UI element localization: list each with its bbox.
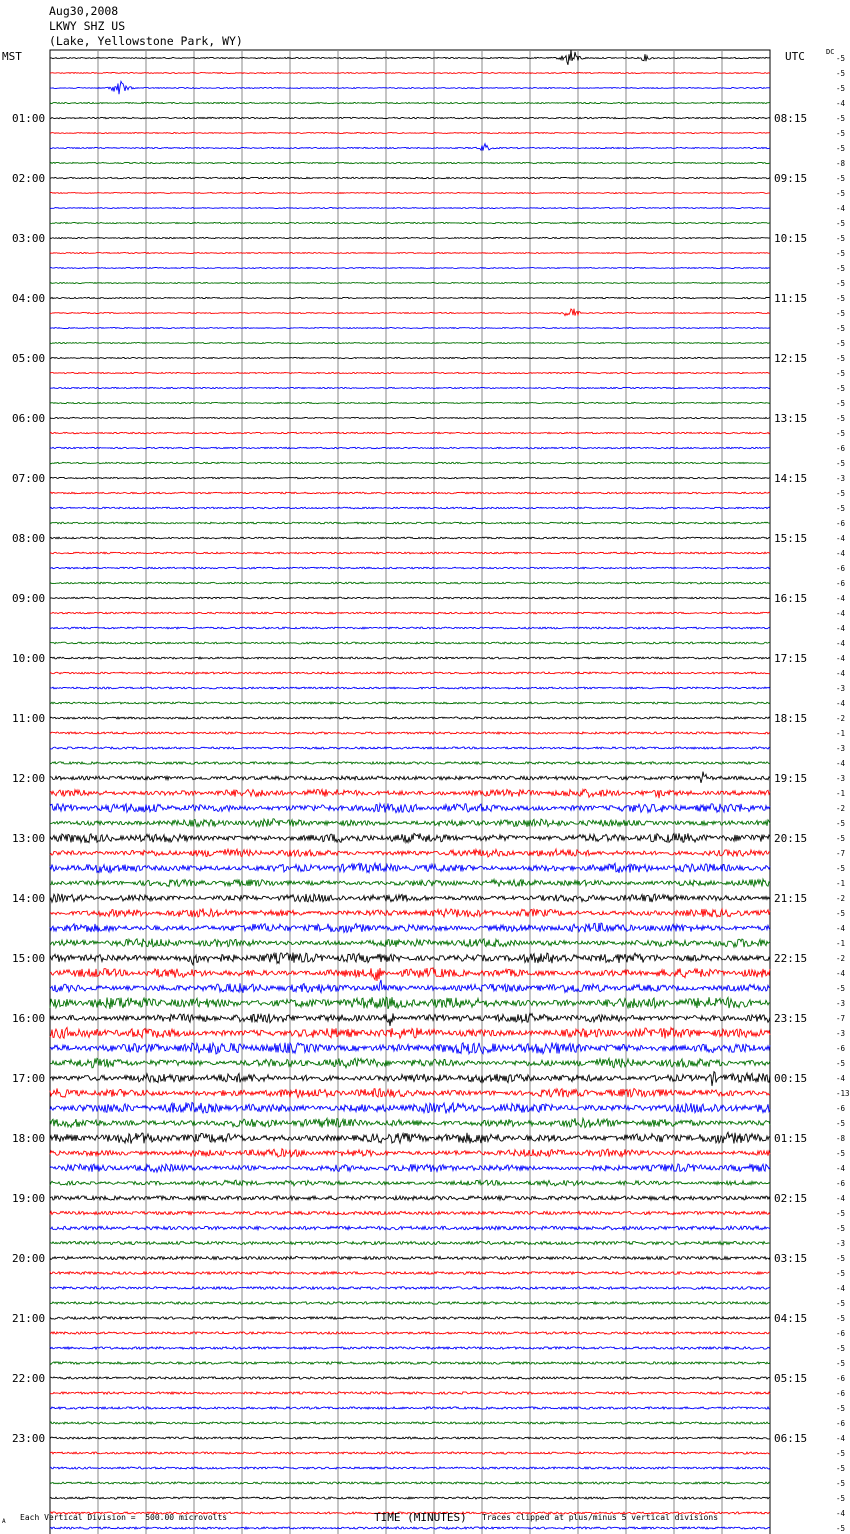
x-axis-title: TIME (MINUTES) — [374, 1511, 467, 1524]
trace-offset-label: -13 — [836, 1089, 850, 1098]
trace-offset-label: -5 — [836, 1224, 846, 1233]
left-hour-label: 03:00 — [12, 232, 46, 245]
trace-line — [50, 417, 770, 418]
trace-offset-label: -5 — [836, 1059, 846, 1068]
trace-offset-label: -2 — [836, 804, 846, 813]
trace-offset-label: -2 — [836, 714, 846, 723]
footer-clip-note: Traces clipped at plus/minus 5 vertical divisions — [482, 1513, 719, 1522]
trace-line — [50, 833, 770, 843]
right-hour-label: 17:15 — [774, 652, 808, 665]
trace-offset-label: -6 — [836, 1044, 846, 1053]
trace-offset-label: -3 — [836, 999, 846, 1008]
trace-offset-label: -5 — [836, 264, 846, 273]
right-hour-label: 00:15 — [774, 1072, 808, 1085]
trace-offset-label: -6 — [836, 1419, 846, 1428]
trace-offset-label: -5 — [836, 1449, 846, 1458]
trace-line — [50, 552, 770, 554]
trace-line — [50, 762, 770, 764]
left-hour-label: 21:00 — [12, 1312, 46, 1325]
trace-line — [50, 1527, 770, 1529]
trace-offset-label: -4 — [836, 1509, 846, 1518]
left-hour-label: 18:00 — [12, 1132, 46, 1145]
left-hour-label: 01:00 — [12, 112, 46, 125]
trace-offset-label: -8 — [836, 1134, 846, 1143]
trace-line — [50, 1180, 770, 1186]
trace-line — [50, 1241, 770, 1244]
trace-offset-label: -4 — [836, 969, 846, 978]
trace-line — [50, 879, 770, 887]
trace-line — [50, 50, 770, 65]
trace-line — [50, 133, 770, 134]
trace-offset-label: -3 — [836, 474, 846, 483]
trace-line — [50, 268, 770, 269]
header-station: LKWY SHZ US — [49, 19, 126, 33]
trace-offset-label: -4 — [836, 99, 846, 108]
trace-line — [50, 1482, 770, 1484]
trace-offset-label: -4 — [836, 1164, 846, 1173]
trace-offset-label: -3 — [836, 1239, 846, 1248]
trace-line — [50, 1392, 770, 1394]
trace-offset-label: -5 — [836, 309, 846, 318]
trace-line — [50, 642, 770, 644]
trace-line — [50, 177, 770, 178]
trace-line — [50, 1226, 770, 1230]
trace-offset-label: -5 — [836, 1149, 846, 1158]
trace-offset-label: -5 — [836, 249, 846, 258]
trace-line — [50, 909, 770, 918]
trace-line — [50, 1317, 770, 1319]
trace-offset-label: -5 — [836, 384, 846, 393]
trace-line — [50, 1287, 770, 1290]
trace-offset-label: -5 — [836, 504, 846, 513]
right-hour-label: 21:15 — [774, 892, 808, 905]
right-hour-label: 08:15 — [774, 112, 808, 125]
right-hour-label: 10:15 — [774, 232, 808, 245]
left-hour-label: 07:00 — [12, 472, 46, 485]
right-hour-label: 13:15 — [774, 412, 808, 425]
trace-offset-label: -5 — [836, 1299, 846, 1308]
left-hour-label: 04:00 — [12, 292, 46, 305]
right-timezone-label: UTC — [785, 50, 805, 63]
trace-offset-label: -5 — [836, 219, 846, 228]
trace-line — [50, 1043, 770, 1055]
trace-line — [50, 597, 770, 599]
trace-line — [50, 1437, 770, 1439]
trace-offset-label: -4 — [836, 609, 846, 618]
trace-line — [50, 1497, 770, 1499]
left-hour-label: 16:00 — [12, 1012, 46, 1025]
trace-line — [50, 1362, 770, 1364]
trace-line — [50, 1118, 770, 1127]
trace-offset-label: -5 — [836, 174, 846, 183]
trace-line — [50, 717, 770, 719]
trace-offset-label: -6 — [836, 519, 846, 528]
header-location: (Lake, Yellowstone Park, WY) — [49, 34, 243, 48]
trace-offset-label: -5 — [836, 489, 846, 498]
trace-line — [50, 923, 770, 932]
trace-line — [50, 1257, 770, 1260]
trace-offset-label: -5 — [836, 189, 846, 198]
left-hour-label: 13:00 — [12, 832, 46, 845]
trace-offset-label: -4 — [836, 654, 846, 663]
trace-line — [50, 1467, 770, 1469]
trace-line — [50, 237, 770, 238]
trace-line — [50, 1452, 770, 1454]
traces — [50, 50, 770, 1534]
trace-offset-label: -4 — [836, 549, 846, 558]
trace-offset-label: -5 — [836, 84, 846, 93]
left-hour-label: 12:00 — [12, 772, 46, 785]
trace-line — [50, 1088, 770, 1097]
left-hour-label: 05:00 — [12, 352, 46, 365]
trace-offset-label: -3 — [836, 684, 846, 693]
trace-offset-label: -5 — [836, 1209, 846, 1218]
trace-line — [50, 492, 770, 494]
trace-line — [50, 309, 770, 316]
trace-line — [50, 193, 770, 194]
trace-line — [50, 687, 770, 689]
right-hour-label: 16:15 — [774, 592, 808, 605]
trace-offset-label: -5 — [836, 1524, 846, 1533]
trace-offset-label: -5 — [836, 324, 846, 333]
trace-line — [50, 208, 770, 209]
trace-line — [50, 1302, 770, 1304]
trace-line — [50, 997, 770, 1009]
trace-offset-label: -4 — [836, 624, 846, 633]
trace-offset-label: -7 — [836, 849, 846, 858]
trace-offset-label: -4 — [836, 594, 846, 603]
footer-scale-marker: A — [2, 1518, 6, 1525]
trace-offset-label: -4 — [836, 534, 846, 543]
trace-offset-label: -5 — [836, 1254, 846, 1263]
trace-offset-label: -5 — [836, 1314, 846, 1323]
trace-offset-label: -1 — [836, 939, 846, 948]
trace-offset-label: -1 — [836, 789, 846, 798]
trace-offset-label: -4 — [836, 204, 846, 213]
trace-line — [50, 522, 770, 524]
trace-line — [50, 1272, 770, 1275]
trace-offset-label: -5 — [836, 414, 846, 423]
trace-line — [50, 567, 770, 569]
trace-offset-label: -5 — [836, 1479, 846, 1488]
trace-offset-label: -6 — [836, 1374, 846, 1383]
right-hour-label: 15:15 — [774, 532, 808, 545]
trace-line — [50, 1132, 770, 1143]
trace-offset-label: -6 — [836, 564, 846, 573]
left-hour-label: 15:00 — [12, 952, 46, 965]
trace-offset-label: -4 — [836, 924, 846, 933]
left-hour-label: 23:00 — [12, 1432, 46, 1445]
right-hour-label: 20:15 — [774, 832, 808, 845]
right-hour-label: 22:15 — [774, 952, 808, 965]
trace-line — [50, 387, 770, 388]
left-hour-label: 09:00 — [12, 592, 46, 605]
trace-offset-label: -5 — [836, 1119, 846, 1128]
right-hour-label: 01:15 — [774, 1132, 808, 1145]
trace-line — [50, 1072, 770, 1086]
trace-offset-label: -4 — [836, 1194, 846, 1203]
trace-line — [50, 144, 770, 151]
right-hour-label: 18:15 — [774, 712, 808, 725]
trace-line — [50, 894, 770, 902]
trace-offset-label: -1 — [836, 879, 846, 888]
trace-offset-label: -5 — [836, 429, 846, 438]
left-hour-label: 11:00 — [12, 712, 46, 725]
right-hour-label: 09:15 — [774, 172, 808, 185]
trace-offset-label: -2 — [836, 954, 846, 963]
trace-line — [50, 939, 770, 947]
trace-line — [50, 477, 770, 478]
trace-line — [50, 117, 770, 118]
trace-line — [50, 162, 770, 163]
trace-line — [50, 328, 770, 329]
trace-offset-label: -7 — [836, 1014, 846, 1023]
trace-line — [50, 1377, 770, 1379]
trace-line — [50, 372, 770, 373]
trace-line — [50, 1164, 770, 1172]
trace-line — [50, 297, 770, 298]
left-hour-label: 17:00 — [12, 1072, 46, 1085]
right-hour-label: 06:15 — [774, 1432, 808, 1445]
dc-label: DC — [826, 48, 835, 56]
left-hour-label: 19:00 — [12, 1192, 46, 1205]
trace-offset-label: -4 — [836, 1434, 846, 1443]
trace-line — [50, 253, 770, 254]
trace-offset-label: -6 — [836, 1104, 846, 1113]
trace-line — [50, 1407, 770, 1409]
trace-offset-label: -5 — [836, 279, 846, 288]
right-hour-label: 03:15 — [774, 1252, 808, 1265]
trace-line — [50, 804, 770, 813]
trace-offset-label: -5 — [836, 129, 846, 138]
trace-offset-label: -4 — [836, 1074, 846, 1083]
trace-line — [50, 1058, 770, 1068]
trace-line — [50, 627, 770, 629]
trace-line — [50, 1196, 770, 1200]
trace-offset-label: -5 — [836, 69, 846, 78]
trace-line — [50, 672, 770, 674]
left-hour-label: 02:00 — [12, 172, 46, 185]
trace-line — [50, 747, 770, 749]
trace-line — [50, 863, 770, 873]
trace-line — [50, 1149, 770, 1157]
trace-offset-label: -3 — [836, 774, 846, 783]
right-hour-label: 19:15 — [774, 772, 808, 785]
trace-offset-label: -5 — [836, 1359, 846, 1368]
trace-offset-label: -5 — [836, 819, 846, 828]
right-hour-label: 23:15 — [774, 1012, 808, 1025]
trace-line — [50, 537, 770, 539]
left-timezone-label: MST — [2, 50, 22, 63]
trace-offset-label: -5 — [836, 339, 846, 348]
trace-offset-label: -6 — [836, 444, 846, 453]
trace-offset-label: -4 — [836, 1284, 846, 1293]
left-hour-label: 22:00 — [12, 1372, 46, 1385]
left-hour-label: 14:00 — [12, 892, 46, 905]
left-hour-label: 06:00 — [12, 412, 46, 425]
trace-line — [50, 81, 770, 94]
trace-offset-label: -1 — [836, 729, 846, 738]
trace-line — [50, 702, 770, 704]
trace-offset-label: -4 — [836, 699, 846, 708]
trace-line — [50, 849, 770, 857]
left-hour-label: 20:00 — [12, 1252, 46, 1265]
right-hour-label: 05:15 — [774, 1372, 808, 1385]
trace-offset-label: -5 — [836, 834, 846, 843]
trace-offset-label: -5 — [836, 459, 846, 468]
trace-offset-label: -5 — [836, 234, 846, 243]
trace-offset-label: -5 — [836, 399, 846, 408]
trace-line — [50, 462, 770, 463]
right-hour-label: 04:15 — [774, 1312, 808, 1325]
trace-offset-label: -6 — [836, 1329, 846, 1338]
right-hour-label: 14:15 — [774, 472, 808, 485]
trace-offset-label: -5 — [836, 1269, 846, 1278]
trace-offset-label: -5 — [836, 354, 846, 363]
right-hour-label: 02:15 — [774, 1192, 808, 1205]
trace-line — [50, 1347, 770, 1349]
trace-line — [50, 447, 770, 448]
trace-offset-label: -8 — [836, 159, 846, 168]
footer-scale-text: Each Vertical Division = 500.00 microvolts — [20, 1513, 228, 1522]
trace-offset-label: -5 — [836, 294, 846, 303]
trace-line — [50, 1102, 770, 1113]
trace-line — [50, 612, 770, 614]
trace-line — [50, 1013, 770, 1026]
trace-line — [50, 968, 770, 981]
trace-line — [50, 953, 770, 965]
trace-offset-label: -3 — [836, 744, 846, 753]
trace-offset-label: -5 — [836, 1494, 846, 1503]
trace-offset-label: -5 — [836, 144, 846, 153]
left-hour-label: 08:00 — [12, 532, 46, 545]
trace-line — [50, 102, 770, 103]
trace-offset-label: -4 — [836, 669, 846, 678]
trace-line — [50, 402, 770, 403]
trace-offset-label: -5 — [836, 864, 846, 873]
left-hour-label: 10:00 — [12, 652, 46, 665]
right-hour-label: 11:15 — [774, 292, 808, 305]
trace-line — [50, 432, 770, 433]
trace-line — [50, 980, 770, 993]
trace-offset-label: -5 — [836, 909, 846, 918]
trace-line — [50, 343, 770, 344]
trace-line — [50, 222, 770, 223]
trace-offset-label: -3 — [836, 1029, 846, 1038]
trace-line — [50, 73, 770, 74]
trace-line — [50, 657, 770, 659]
trace-offset-label: -4 — [836, 759, 846, 768]
trace-offset-label: -5 — [836, 114, 846, 123]
header-date: Aug30,2008 — [49, 4, 119, 18]
trace-offset-label: -5 — [836, 1404, 846, 1413]
right-hour-label: 12:15 — [774, 352, 808, 365]
trace-offset-label: -4 — [836, 639, 846, 648]
trace-line — [50, 357, 770, 358]
trace-offset-label: -2 — [836, 894, 846, 903]
trace-offset-label: -6 — [836, 1389, 846, 1398]
trace-offset-label: -6 — [836, 579, 846, 588]
trace-line — [50, 819, 770, 827]
trace-offset-label: -5 — [836, 1344, 846, 1353]
trace-line — [50, 732, 770, 734]
trace-line — [50, 772, 770, 783]
trace-line — [50, 1422, 770, 1424]
trace-line — [50, 789, 770, 798]
trace-offset-label: -5 — [836, 369, 846, 378]
trace-line — [50, 507, 770, 509]
trace-offset-label: -5 — [836, 984, 846, 993]
trace-line — [50, 582, 770, 584]
trace-line — [50, 283, 770, 284]
trace-line — [50, 1332, 770, 1334]
trace-line — [50, 1028, 770, 1039]
trace-line — [50, 1211, 770, 1214]
trace-offset-label: -6 — [836, 1179, 846, 1188]
trace-offset-label: -5 — [836, 54, 846, 63]
trace-offset-label: -5 — [836, 1464, 846, 1473]
